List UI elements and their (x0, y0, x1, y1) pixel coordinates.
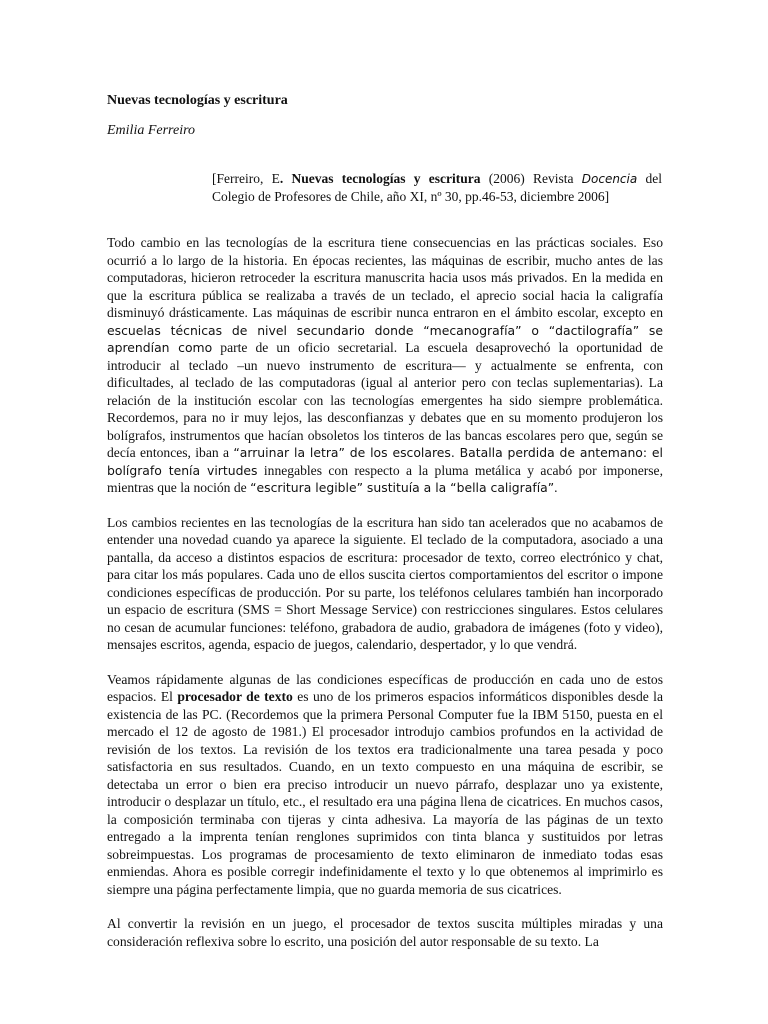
paragraph-2: Los cambios recientes en las tecnologías de la escritura han sido tan acelerados que no acabamos de entender una novedad cuando ya aparece la siguiente. El teclado de la computadora, asociado a una pantalla, da acceso a distintos espacios de escritura: procesador de texto, correo electrónico y chat, para citar los más populares. Cada uno de ellos suscita ciertos comportamientos del escritor o impone condiciones específicas de producción. Por su parte, los teléfonos celulares también han incorporado un espacio de escritura (SMS = Short Message Service) con restricciones singulares. Estos celulares no cesan de acumular funciones: teléfono, grabadora de audio, grabadora de imágenes (foto y video), mensajes escritos, agenda, espacio de juegos, calendario, despertador, y lo que vendrá. (107, 514, 663, 652)
page-title: Nuevas tecnologías y escritura (107, 93, 288, 108)
paragraph-1-part-f: “escritura legible” sustituía a la “bella caligrafía” (250, 480, 555, 495)
paragraph-1-part-a: Todo cambio en las tecnologías de la escritura tiene consecuencias en las prácticas sociales. Eso ocurrió a lo largo de la historia. En épocas recientes, las máquinas de escribir, mucho antes de las computadoras, hicieron retroceder la escritura manuscrita hacia usos más privados. En la medida en que la escritura pública se realizaba a través de un teclado, el aprecio social hacia la caligrafía disminuyó drásticamente. Las máquinas de escribir nunca entraron en el ámbito escolar, excepto en (107, 235, 663, 320)
paragraph-3-part-b: es uno de los primeros espacios informáticos disponibles desde la existencia de las PC. (Recordemos que la primera Personal Computer fue la IBM 5150, puesta en el mercado el 12 de agosto de 1981.) El procesador introdujo cambios profundos en la actividad de revisión de los textos. La revisión de los textos era tradicionalmente una tarea pesada y poco satisfactoria en sus resultados. Cuando, en un texto compuesto en una máquina de escribir, se detectaba un error o bien era preciso introducir un nuevo párrafo, desplazar uno ya existente, introducir o desplazar un título, etc., el resultado era una página llena de cicatrices. En muchos casos, la composición terminaba con tijeras y cinta adhesiva. La mayoría de las páginas de un texto entregado a la imprenta tenían renglones suprimidos con tinta blanca y sustituidos por letras sobreimpuestas. Los programas de procesamiento de texto eliminaron de inmediato todas esas enmiendas. Ahora es posible corregir indefinidamente el texto y lo que obtenemos al imprimirlo es siempre una página perfectamente limpia, que no guarda memoria de sus cicatrices. (107, 689, 663, 897)
paragraph-4: Al convertir la revisión en un juego, el procesador de textos suscita múltiples miradas y una consideración reflexiva sobre lo escrito, una posición del autor responsable de su texto. La (107, 916, 663, 949)
author-name: Emilia Ferreiro (107, 123, 196, 138)
citation-suffix: del Colegio de Profesores de Chile, año XI, nº 30, pp.46-53, diciembre 2006] (212, 171, 662, 204)
citation-title: Nuevas tecnologías y escritura (283, 171, 481, 186)
paragraph-1-part-b: escuelas técnicas de nivel secundario donde “mecanografía” o “dactilografía” se aprendían como (107, 322, 663, 355)
paragraph-1-part-c: parte de un oficio secretarial. La escuela desaprovechó la oportunidad de introducir al teclado –un nuevo instrumento de escritura— y actualmente se enfrenta, con dificultades, al teclado de las computadoras (igual al anterior pero con teclas suplementarias). La relación de la institución escolar con las tecnologías emergentes ha sido siempre problemática. Recordemos, para no ir muy lejos, las desconfianzas y debates que en su momento produjeron los bolígrafos, instrumentos que hacían obsoletos los tinteros de las bancas escolares pero que, según se decía entonces, iban a (107, 340, 664, 460)
paragraph-3-bold: procesador de texto (177, 689, 293, 704)
paragraph-1-part-d: “arruinar la letra” de los escolares. Batalla perdida de antemano: el bolígrafo tenía virtudes (107, 445, 663, 478)
paragraph-3 (107, 671, 663, 899)
paragraph-1 (107, 234, 663, 497)
citation-block (212, 170, 662, 206)
paragraph-1-part-e: innegables con respecto a la pluma metálica y acabó por imponerse, mientras que la noción de (107, 462, 663, 495)
document-body (107, 234, 663, 967)
citation-journal: Docencia (581, 172, 638, 186)
paragraph-1-part-g: . (554, 480, 558, 495)
citation-dot: . (279, 171, 284, 186)
citation-middle: (2006) Revista (480, 171, 582, 186)
citation-prefix: [Ferreiro, E (212, 171, 280, 186)
paragraph-3-part-a: Veamos rápidamente algunas de las condiciones específicas de producción en cada uno de estos espacios. El (107, 671, 663, 704)
